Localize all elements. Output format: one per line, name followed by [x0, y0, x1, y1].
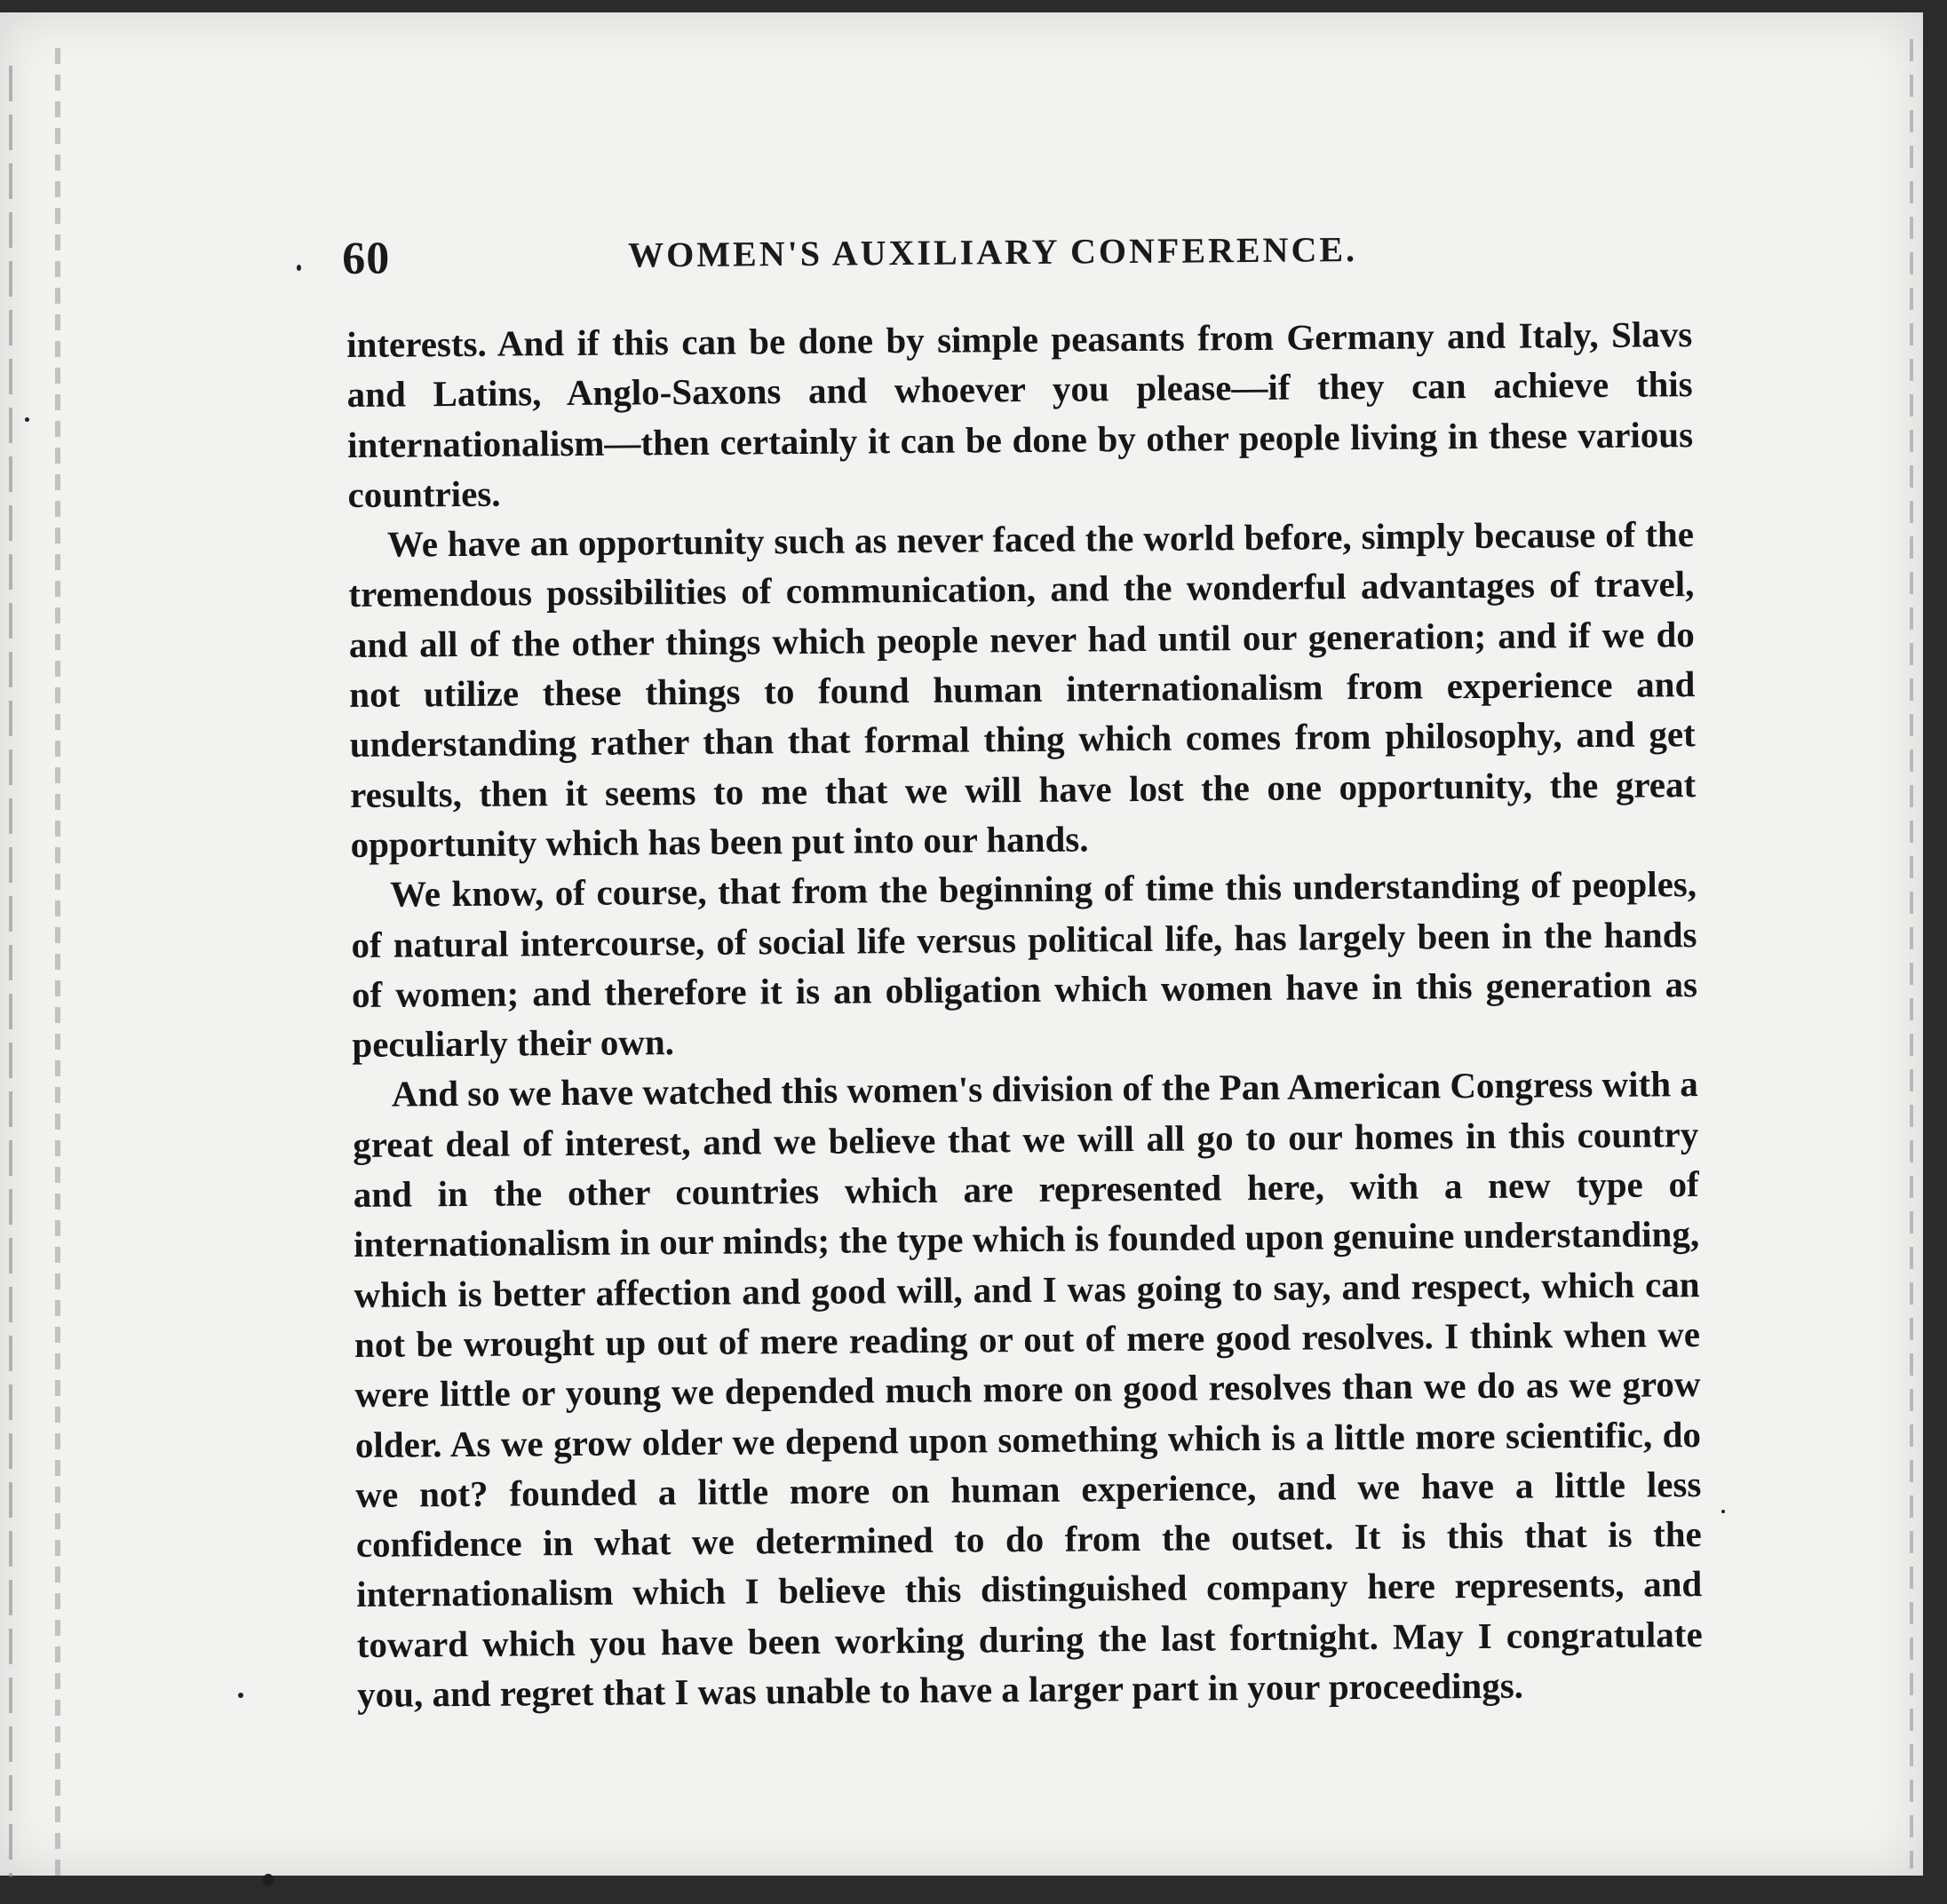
paragraph-4: And so we have watched this women's division of the Pan American Congress with a great deal of interest, and we believe that we will all go to our homes in this country and in the other countries which are represented here, with a new type of internationalism in our minds; the type which is founded upon genuine understanding, which is better affection and good will, and I was going to say, and respect, which can not be wrought up out of mere reading or out of mere good resolves. I think when we were little or young we depended much more on good resolves than we do as we grow older. As we grow older we depend upon something which is a little more scientific, do we not? founded a little more on human experience, and we have a little less confidence in what we determined to do from the outset. It is this that is the internationalism which I believe this distinguished company here represents, and toward which you have been working during the last fortnight. May I congratulate you, and regret that I was unable to have a larger part in your proceedings. — [353, 1063, 1703, 1715]
page-number: 60 — [342, 233, 391, 284]
body-text — [346, 309, 1703, 1719]
page-edge-mark-right — [1910, 39, 1913, 1868]
ink-speck — [238, 1693, 243, 1698]
paragraph-1: interests. And if this can be done by simple peasants from Germany and Italy, Slavs and Latins, Anglo-Saxons and whoever you please—if they can achieve this internationalism—then certainly it can be done by other people living in these various countries. — [346, 313, 1694, 515]
ink-speck — [1721, 1510, 1725, 1513]
running-head — [342, 222, 1693, 295]
ink-speck — [25, 417, 29, 422]
ink-speck — [263, 1874, 274, 1886]
paragraph-3: We know, of course, that from the beginning of time this understanding of peoples, of natural intercourse, of social life versus political life, has largely been in the hands of women; and therefore it is an obligation which women have in this generation as peculiarly their own. — [351, 863, 1698, 1066]
page-edge-mark — [9, 66, 12, 1877]
page-gutter-shadow — [55, 48, 60, 1877]
paragraph-2: We have an opportunity such as never faced the world before, simply because of the tremendous possibilities of communication, and the wonderful advantages of travel, and all of the other things which people never had until our generation; and if we do not utilize these things to found human internationalism from experience and understanding rather than that formal thing which comes from philosophy, and get results, then it seems to me that we will have lost the one opportunity, the great opportunity which has been put into our hands. — [348, 513, 1697, 865]
ink-speck — [297, 265, 301, 271]
running-title: WOMEN'S AUXILIARY CONFERENCE. — [628, 229, 1358, 275]
